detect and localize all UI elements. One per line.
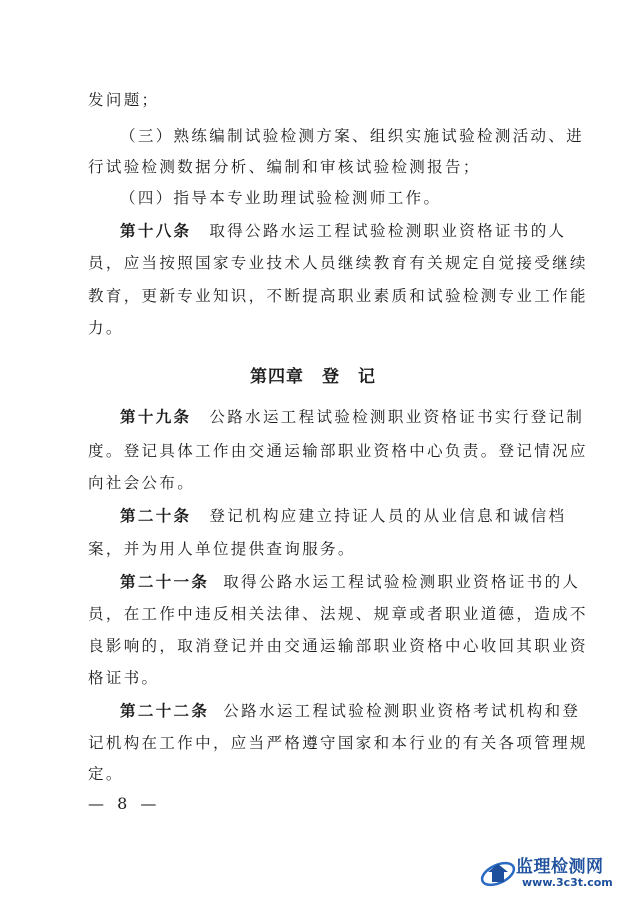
article-heading: 第十八条 <box>120 221 192 240</box>
text-line: 力。 <box>88 319 124 337</box>
text-line: 良影响的，取消登记并由交通运输部职业资格中心收回其职业资 <box>88 637 588 655</box>
article-heading: 第二十条 <box>120 506 192 525</box>
article-heading: 第二十一条 <box>120 572 210 591</box>
article-19: 第十九条 公路水运工程试验检测职业资格证书实行登记制 <box>120 407 585 426</box>
text-line: 员，在工作中违反相关法律、法规、规章或者职业道德，造成不 <box>88 605 588 623</box>
article-22: 第二十二条 公路水运工程试验检测职业资格考试机构和登 <box>120 701 581 720</box>
text-line: 度。登记具体工作由交通运输部职业资格中心负责。登记情况应 <box>88 442 588 460</box>
chapter-title: 第四章 登 记 <box>250 367 376 387</box>
text-line: （四）指导本专业助理试验检测师工作。 <box>120 189 442 207</box>
watermark-logo <box>478 850 626 898</box>
text-line: 格证书。 <box>88 669 160 687</box>
article-21: 第二十一条 取得公路水运工程试验检测职业资格证书的人 <box>120 572 581 591</box>
logo-mark-icon <box>478 852 518 892</box>
text-line: 记机构在工作中，应当严格遵守国家和本行业的有关各项管理规 <box>88 734 588 752</box>
article-20: 第二十条 登记机构应建立持证人员的从业信息和诚信档 <box>120 506 567 525</box>
watermark-name: 监理检测网 <box>516 857 604 877</box>
article-18: 第十八条 取得公路水运工程试验检测职业资格证书的人 <box>120 221 567 240</box>
text-line: 向社会公布。 <box>88 474 196 492</box>
text-line: （三）熟练编制试验检测方案、组织实施试验检测活动、进 <box>120 127 585 145</box>
text-line: 案，并为用人单位提供查询服务。 <box>88 540 356 558</box>
page-number: — 8 — <box>88 794 161 813</box>
text-line: 员，应当按照国家专业技术人员继续教育有关规定自觉接受继续 <box>88 254 588 272</box>
text-line: 教育，更新专业知识，不断提高职业素质和试验检测专业工作能 <box>88 287 588 305</box>
text-line: 发问题； <box>88 91 160 109</box>
article-heading: 第十九条 <box>120 407 192 426</box>
watermark-url: www.3c3t.com <box>522 876 613 889</box>
text-line: 定。 <box>88 765 124 783</box>
article-heading: 第二十二条 <box>120 701 210 720</box>
text-line: 行试验检测数据分析、编制和审核试验检测报告； <box>88 158 481 176</box>
